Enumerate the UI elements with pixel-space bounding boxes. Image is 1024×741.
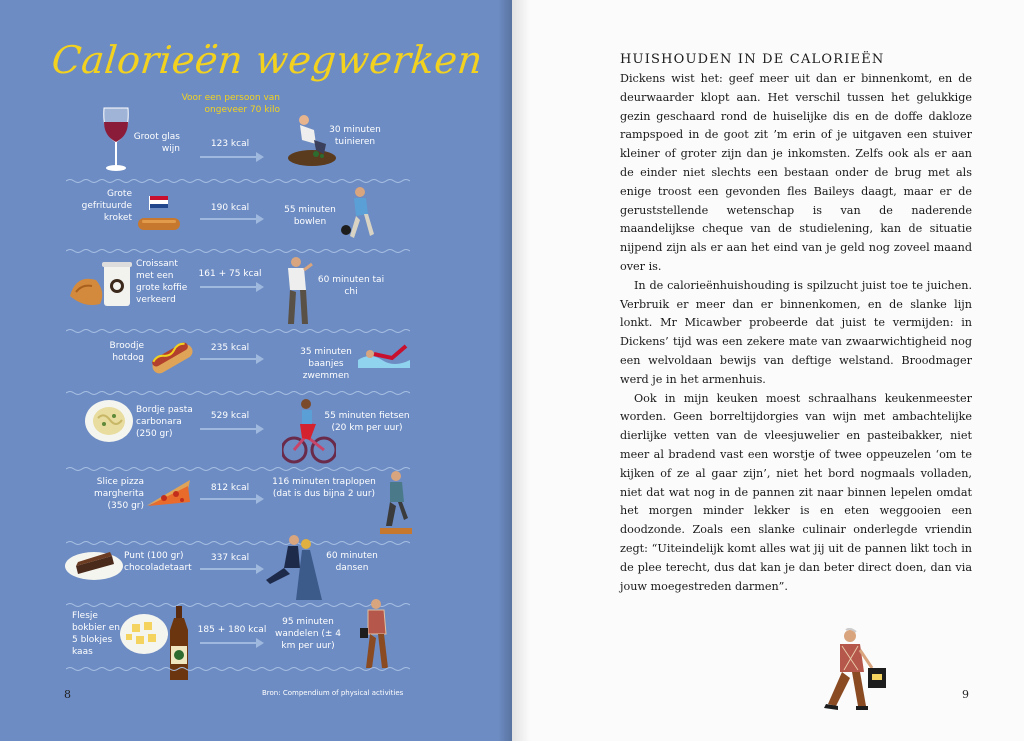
paragraph: Dickens wist het: geef meer uit dan er binnenkomt, en de deurwaarder klopt aan. Het verschil tussen het gelukkige gezin geschaard rond de huiselijke dis en de doffe dakloze rampspoed in de goot zit ’m erin of je uitgaven een stuiver kleiner of groter zijn dan je inkomsten. Zelfs ook als er aan de einder niet slechts een bestaan onder de brug met als enige troost een gevonden fles Baileys daagt, maar er de geruststellende wetenschap is van de naderende maandelijkse cheque van de studielening, kan de situatie nijpend zijn als er aan het eind van je geld nog zoveel maand over is. <box>620 72 972 273</box>
arrow <box>200 642 262 644</box>
activity-label: 35 minuten baanjes zwemmen <box>300 347 352 381</box>
body-text <box>620 70 972 596</box>
activity-label: 60 minuten dansen <box>326 551 378 573</box>
tai-chi-icon <box>282 256 314 328</box>
activity-label: 55 minuten fietsen (20 km per uur) <box>324 411 410 433</box>
arrow <box>200 498 262 500</box>
food-label: Flesje bokbier en 5 blokjes kaas <box>72 611 120 657</box>
calorie-row <box>0 180 512 250</box>
food-label: Punt (100 gr) chocoladetaart <box>124 551 192 573</box>
hotdog-icon <box>148 336 196 380</box>
croissant-coffee-icon <box>66 258 136 312</box>
activity-label: 60 minuten tai chi <box>317 275 385 297</box>
activity-label: 116 minuten traplopen (dat is dus bijna 2 uur) <box>272 477 376 499</box>
arrow <box>200 428 262 430</box>
chocolate-cake-icon <box>64 542 124 582</box>
calorie-row <box>0 542 512 612</box>
calorie-row <box>0 470 512 542</box>
stair-climber-icon <box>376 470 416 540</box>
page-number: 8 <box>64 688 71 701</box>
bowler-icon <box>336 186 380 246</box>
beer-cheese-icon <box>118 604 196 684</box>
calorie-row <box>0 250 512 330</box>
arrow <box>200 358 262 360</box>
activity-label: 30 minuten tuinieren <box>329 125 381 147</box>
row-divider <box>66 666 410 672</box>
kcal-label: 123 kcal <box>210 139 250 149</box>
kcal-label: 161 + 75 kcal <box>198 269 262 279</box>
croquette-icon <box>136 194 182 234</box>
food-label: Croissant met een grote koffie verkeerd <box>136 259 188 305</box>
calorie-row <box>0 604 512 686</box>
swimmer-icon <box>356 340 412 370</box>
kcal-label: 190 kcal <box>210 203 250 213</box>
paragraph: Ook in mijn keuken moest schraalhans keukenmeester worden. Geen borreltijdorgies van wijn met ambachtelijke dierlijke vetten van de vleesjuwelier en pasteibakker, niet meer al bradend vast een worstje of twee oppeuzelen ‘om te kijken of ze al gaar zijn’, niet het bord nogmaals volladen, niet dat wat nog in de pannen zit naar binnen lepelen omdat het morgen minder lekker is en eten weggooien een doodzonde. Zoals een slanke culinair onderlegde vriendin zegt: “Uiteindelijk komt alles wat jij uit de pannen likt toch in de plee terecht, dus dat kan je dan beter direct doen, dan via jouw moegestreden darmen”. <box>620 391 972 593</box>
dancers-icon <box>264 534 330 608</box>
arrow <box>200 156 262 158</box>
arrow <box>200 286 262 288</box>
food-label: Broodje hotdog <box>109 341 144 363</box>
walker-icon <box>358 598 392 672</box>
kcal-label: 185 + 180 kcal <box>197 625 267 635</box>
page-number: 9 <box>962 688 969 701</box>
kcal-label: 337 kcal <box>210 553 250 563</box>
kcal-label: 235 kcal <box>210 343 250 353</box>
calorie-row <box>0 100 512 180</box>
infographic-subtitle: Voor een persoon van ongeveer 70 kilo <box>181 93 280 115</box>
pasta-plate-icon <box>84 398 134 444</box>
page-gutter-shadow <box>512 0 530 741</box>
food-label: Bordje pasta carbonara (250 gr) <box>136 405 193 439</box>
calorie-row <box>0 330 512 392</box>
food-label: Slice pizza margherita (350 gr) <box>93 477 144 511</box>
calorie-row <box>0 392 512 470</box>
kcal-label: 812 kcal <box>210 483 250 493</box>
source-credit: Bron: Compendium of physical activities <box>262 689 404 697</box>
paragraph: In de calorieënhuishouding is spilzucht juist toe te juichen. Verbruik er meer dan er binnenkomen, en de slanke lijn lonkt. Mr Micawber probeerde dat juist te vermijden: in Dickens’ tijd was een zekere mate van zwaarwichtigheid nog een welvoldaan bewijs van deftige welstand. Broodmager werd je in het armenhuis. <box>620 278 972 386</box>
food-label: Grote gefrituurde kroket <box>81 189 132 223</box>
food-label: Groot glas wijn <box>133 132 180 154</box>
arrow <box>200 218 262 220</box>
infographic-title: Calorieën wegwerken <box>49 38 485 82</box>
arrow <box>200 568 262 570</box>
section-heading: HUISHOUDEN IN DE CALORIEËN <box>620 52 885 67</box>
kcal-label: 529 kcal <box>210 411 250 421</box>
activity-label: 95 minuten wandelen (± 4 km per uur) <box>274 617 342 651</box>
walking-man-with-bag-icon <box>818 628 894 712</box>
activity-label: 55 minuten bowlen <box>284 205 336 227</box>
pizza-slice-icon <box>144 476 192 512</box>
